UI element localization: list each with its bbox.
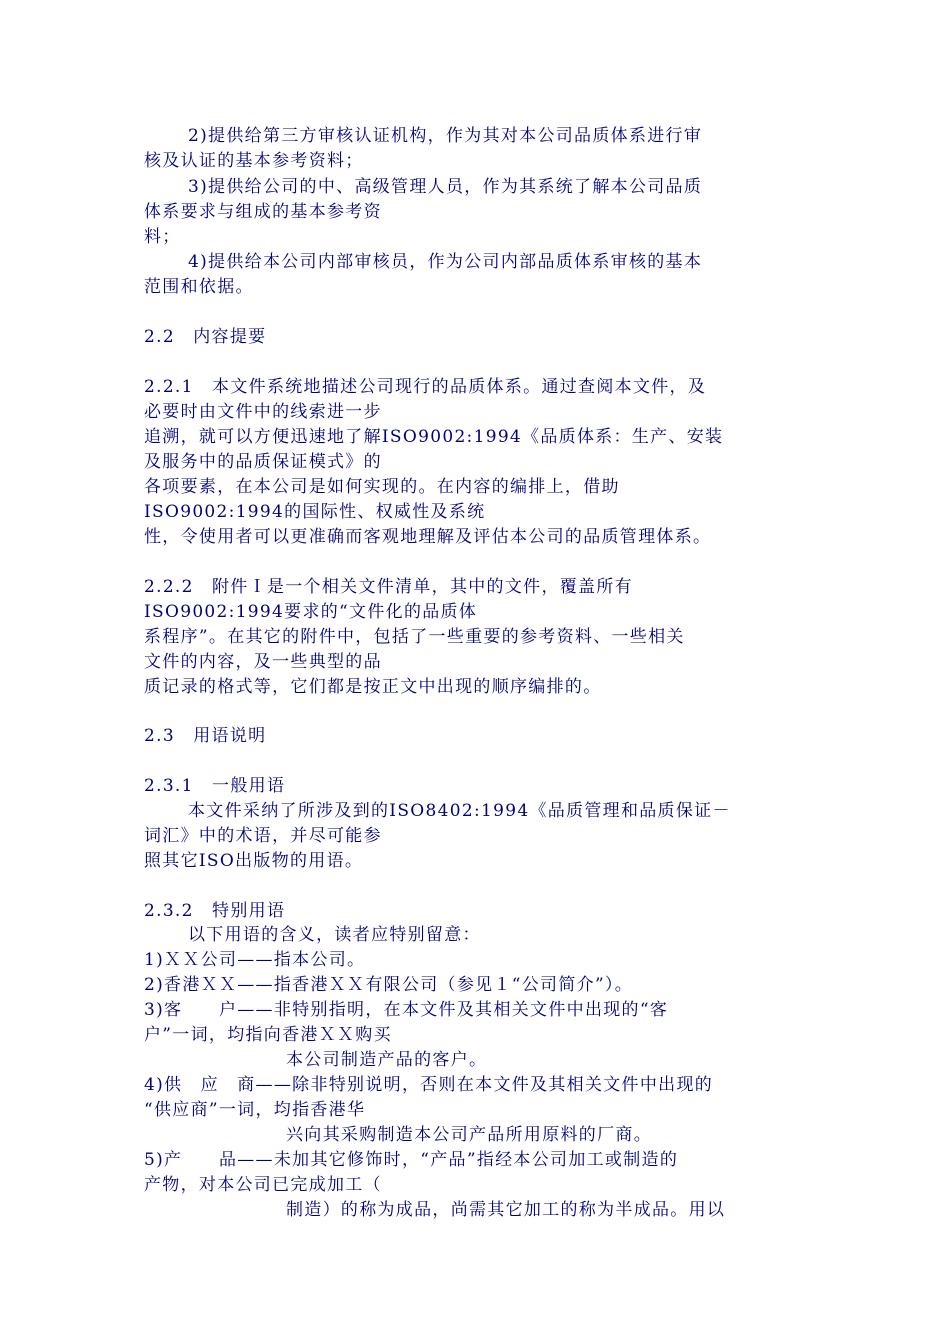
- text-line: 体系要求与组成的基本参考资: [144, 202, 382, 222]
- text-line: 制造）的称为成品，尚需其它加工的称为半成品。用以: [286, 1200, 726, 1220]
- text-line: 词汇》中的术语，并尽可能参: [144, 826, 382, 846]
- text-line: 照其它ISO出版物的用语。: [144, 851, 364, 871]
- definition-line: 3)客 户——非特别指明，在本文件及其相关文件中出现的“客: [144, 1000, 669, 1020]
- subsection-heading: 2.3.1 一般用语: [144, 776, 286, 796]
- text-line: 各项要素，在本公司是如何实现的。在内容的编排上，借助: [144, 477, 620, 497]
- text-line: 4)提供给本公司内部审核员，作为公司内部品质体系审核的基本: [188, 252, 703, 272]
- definition-line: 1)ＸＸ公司——指本公司。: [144, 950, 366, 970]
- text-line: 系程序”。在其它的附件中，包括了一些重要的参考资料、一些相关: [144, 627, 685, 647]
- text-line: ISO9002:1994要求的“文件化的品质体: [144, 602, 478, 622]
- text-line: “供应商”一词，均指香港华: [144, 1100, 366, 1120]
- text-line: 以下用语的含义，读者应特别留意：: [188, 925, 481, 945]
- text-line: 性，令使用者可以更准确而客观地理解及评估本公司的品质管理体系。: [144, 527, 712, 547]
- text-line: 料；: [144, 227, 181, 247]
- text-line: 本文件采纳了所涉及到的ISO8402:1994《品质管理和品质保证－: [188, 801, 731, 821]
- text-line: 追溯，就可以方便迅速地了解ISO9002:1994《品质体系：生产、安装: [144, 427, 724, 447]
- text-line: 本公司制造产品的客户。: [286, 1050, 488, 1070]
- section-heading: 2.3 用语说明: [144, 726, 267, 746]
- text-line: 3)提供给公司的中、高级管理人员，作为其系统了解本公司品质: [188, 177, 703, 197]
- text-line: 文件的内容，及一些典型的品: [144, 652, 382, 672]
- section-heading: 2.2 内容提要: [144, 327, 267, 347]
- text-line: 2.2.2 附件Ｉ是一个相关文件清单，其中的文件，覆盖所有: [144, 577, 633, 597]
- text-line: 2)提供给第三方审核认证机构，作为其对本公司品质体系进行审: [188, 126, 703, 146]
- text-line: 质记录的格式等，它们都是按正文中出现的顺序编排的。: [144, 677, 602, 697]
- text-line: 核及认证的基本参考资料；: [144, 151, 364, 171]
- text-line: 产物，对本公司已完成加工（: [144, 1175, 382, 1195]
- text-line: 2.2.1 本文件系统地描述公司现行的品质体系。通过查阅本文件，及: [144, 377, 707, 397]
- text-line: ISO9002:1994的国际性、权威性及系统: [144, 502, 486, 522]
- text-line: 兴向其采购制造本公司产品所用原料的厂商。: [286, 1125, 652, 1145]
- text-line: 必要时由文件中的线索进一步: [144, 402, 382, 422]
- definition-line: 2)香港ＸＸ——指香港ＸＸ有限公司（参见１“公司简介”）。: [144, 975, 634, 995]
- text-line: 及服务中的品质保证模式》的: [144, 452, 382, 472]
- definition-line: 4)供 应 商——除非特别说明，否则在本文件及其相关文件中出现的: [144, 1075, 714, 1095]
- subsection-heading: 2.3.2 特别用语: [144, 901, 286, 921]
- text-line: 范围和依据。: [144, 277, 254, 297]
- definition-line: 5)产 品——未加其它修饰时，“产品”指经本公司加工或制造的: [144, 1150, 679, 1170]
- text-line: 户”一词，均指向香港ＸＸ购买: [144, 1025, 392, 1045]
